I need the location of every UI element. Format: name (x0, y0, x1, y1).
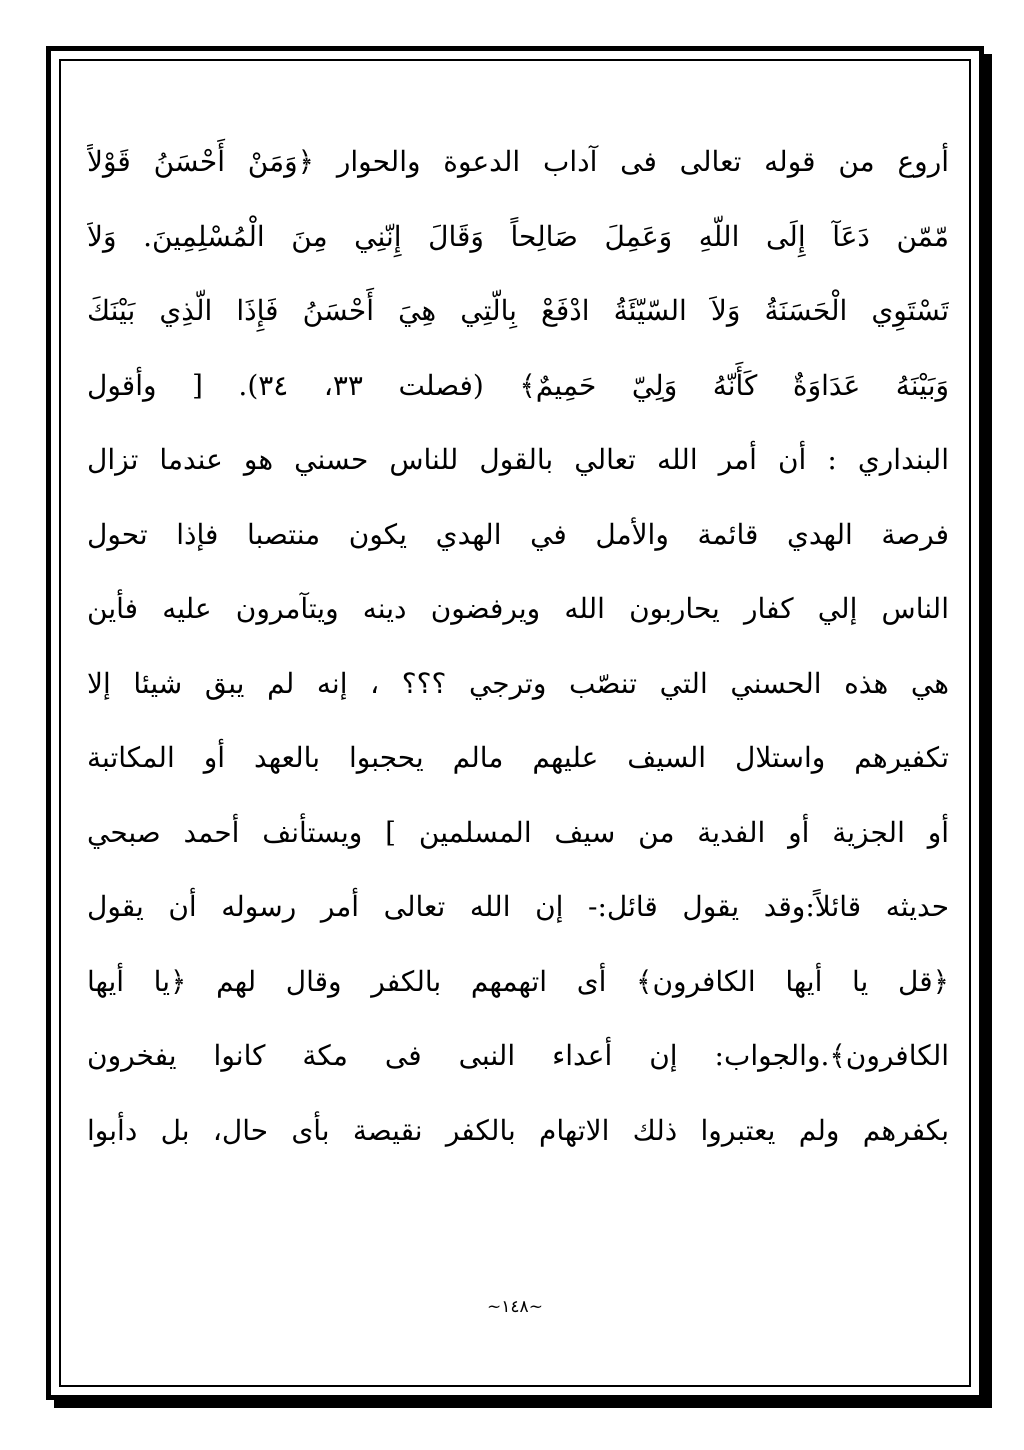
text-line-13: الكافرون﴾.والجواب: إن أعداء النبى فى مكة كانوا يفخرون (87, 1039, 949, 1072)
page-number: ~١٤٨~ (487, 1297, 543, 1317)
body-text (87, 125, 949, 1168)
text-line-6: فرصة الهدي قائمة والأمل في الهدي يكون منتصبا فإذا تحول (87, 517, 949, 551)
text-line-2: مّمّن دَعَآ إِلَى اللّهِ وَعَمِلَ صَالِحاً وَقَالَ إِنّنِي مِنَ الْمُسْلِمِينَ. وَلاَ (87, 219, 949, 253)
text-line-8: هي هذه الحسني التي تنصّب وترجي ؟؟؟ ، إنه لم يبق شيئا إلا (87, 666, 949, 700)
text-line-1: أروع من قوله تعالى فى آداب الدعوة والحوار ﴿وَمَنْ أَحْسَنُ قَوْلاً (87, 145, 949, 178)
text-line-12: ﴿قل يا أيها الكافرون﴾ أى اتهمهم بالكفر وقال لهم ﴿يا أيها (87, 964, 949, 998)
page-border-outer (46, 46, 984, 1400)
text-line-3: تَسْتَوِي الْحَسَنَةُ وَلاَ السّيّئَةُ ادْفَعْ بِالّتِي هِيَ أَحْسَنُ فَإِذَا الّذِي بَيْنَكَ (87, 294, 949, 327)
text-line-4: وَبَيْنَهُ عَدَاوَةٌ كَأَنّهُ وَلِيّ حَمِيمٌ﴾ (فصلت ٣٣، ٣٤). [ وأقول (87, 368, 949, 402)
text-line-14: بكفرهم ولم يعتبروا ذلك الاتهام بالكفر نقيصة بأى حال، بل دأبوا (87, 1113, 949, 1147)
text-line-7: الناس إلي كفار يحاربون الله ويرفضون دينه ويتآمرون عليه فأين (87, 592, 949, 625)
text-line-9: تكفيرهم واستلال السيف عليهم مالم يحجبوا بالعهد أو المكاتبة (87, 741, 949, 774)
text-line-11: حديثه قائلاً:وقد يقول قائل:- إن الله تعالى أمر رسوله أن يقول (87, 890, 949, 923)
text-line-5: البنداري : أن أمر الله تعالي بالقول للناس حسني هو عندما تزال (87, 443, 949, 476)
text-line-10: أو الجزية أو الفدية من سيف المسلمين ] ويستأنف أحمد صبحي (87, 815, 949, 849)
